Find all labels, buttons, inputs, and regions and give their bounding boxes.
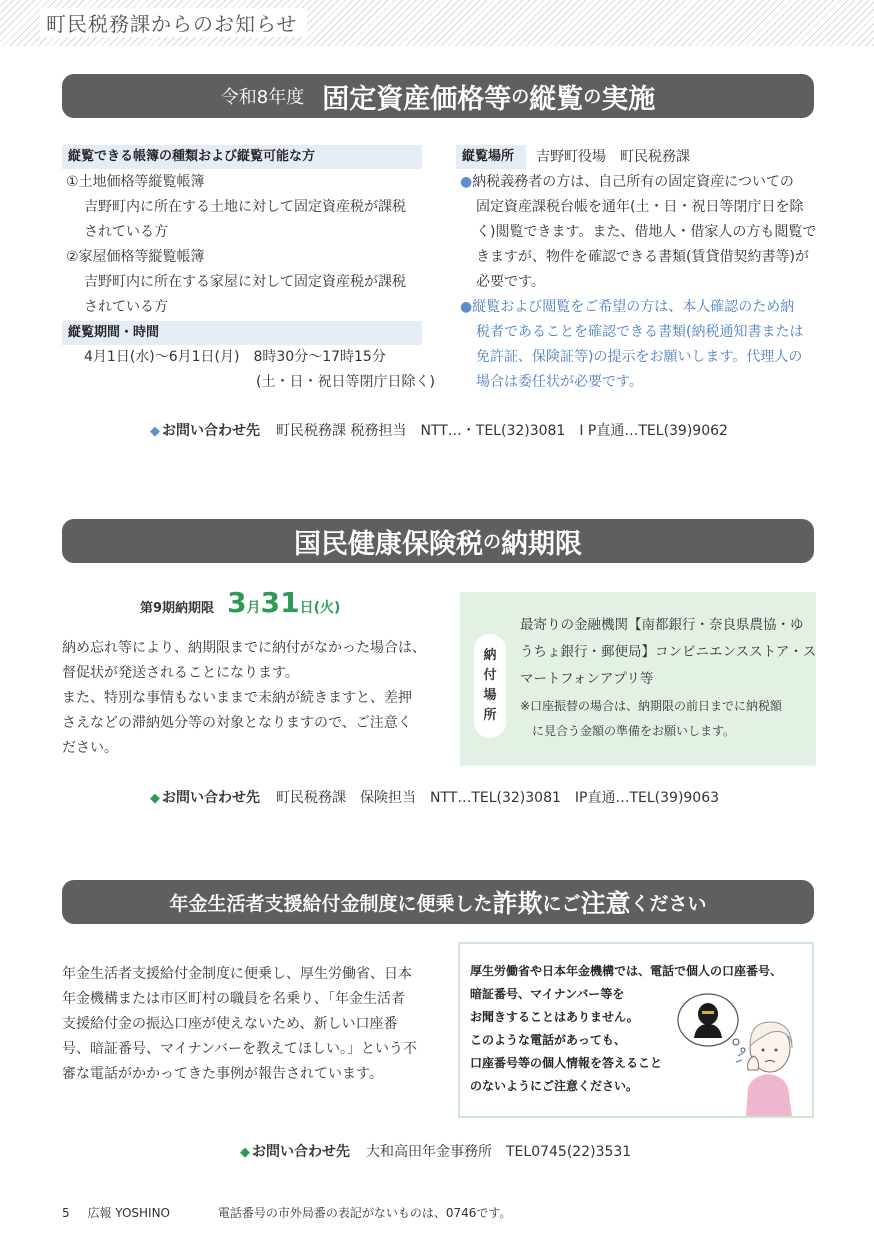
banner3-text-1: 年金生活者支援給付金制度に便乗した — [169, 892, 493, 915]
banner3-text-2: 詐欺 — [492, 889, 543, 918]
due-label: 第9期納期限 — [140, 601, 215, 616]
body-line: 号、暗証番号、マイナンバーを教えてほしい。」という不 — [62, 1041, 418, 1057]
body-line: また、特別な事情もないままで未納が続きますと、差押 — [62, 690, 412, 706]
payment-place-line: うちょ銀行・郵便局】コンビニエンスストア・ス — [520, 644, 817, 660]
note2-line: ●縦覧および閲覧をご希望の方は、本人確認のため納 — [460, 299, 795, 315]
body-line: 年金機構または市区町村の職員を名乗り、「年金生活者 — [62, 991, 405, 1007]
page-header-title: 町民税務課からのお知らせ — [40, 8, 307, 37]
label-books: 縦覧できる帳簿の種類および縦覧可能な方 — [62, 145, 422, 169]
note2-line: 場合は委任状が必要です。 — [476, 374, 643, 390]
payment-place-line: マートフォンアプリ等 — [520, 671, 654, 687]
period-line1: 4月1日(水)～6月1日(月) 8時30分～17時15分 — [84, 349, 386, 365]
banner1-text-2: 縦覧 — [529, 83, 584, 115]
body-line: ださい。 — [62, 740, 118, 756]
contact-label: お問い合わせ先 — [162, 790, 260, 806]
period-line2: (土・日・祝日等閉庁日除く) — [256, 374, 435, 390]
book1-title: ①土地価格等縦覧帳簿 — [66, 174, 205, 190]
due-month-unit: 月 — [246, 600, 261, 616]
payment-place-label: 納 付 場 所 — [474, 634, 506, 738]
section3-banner — [62, 880, 814, 924]
note2-block — [460, 295, 803, 395]
body-line: 督促状が発送されることになります。 — [62, 665, 299, 681]
body-line: さえなどの滞納処分等の対象となりますので、ご注意く — [62, 715, 412, 731]
banner2-text-1: 国民健康保険税 — [294, 528, 483, 560]
banner1-particle-2: の — [583, 87, 602, 108]
note1-line: 必要です。 — [476, 274, 545, 290]
note2-line: 税者であることを確認できる書類(納税通知書または — [476, 324, 804, 340]
banner2-text-2: 納期限 — [501, 528, 582, 560]
note1-line: きますが、物件を確認できる書類(賃貸借契約書等)が — [476, 249, 809, 265]
contact-label: お問い合わせ先 — [162, 423, 260, 439]
due-weekday: (火) — [313, 600, 341, 616]
book2-line1: 吉野町内に所在する家屋に対して固定資産税が課税 — [84, 274, 406, 290]
banner1-particle-1: の — [511, 87, 530, 108]
circle-bullet-icon: ● — [460, 299, 473, 315]
contact-label: お問い合わせ先 — [252, 1144, 350, 1160]
section3-body — [62, 962, 417, 1087]
section1-contact — [150, 420, 728, 440]
book1-line2: されている方 — [84, 224, 168, 240]
due-day-unit: 日 — [299, 600, 314, 616]
book2-title: ②家屋価格等縦覧帳簿 — [66, 249, 205, 265]
banner1-prefix: 令和8年度 — [220, 87, 305, 108]
due-date — [140, 586, 340, 619]
diamond-bullet-icon: ◆ — [240, 1145, 250, 1160]
page-number: 5 — [62, 1206, 70, 1220]
area-code-note: 電話番号の市外局番の表記がないものは、0746です。 — [217, 1206, 512, 1220]
place-value: 吉野町役場 町民税務課 — [536, 149, 690, 165]
section2-body — [62, 636, 426, 761]
section2-contact — [150, 787, 719, 807]
contact-text: 町民税務課 保険担当 NTT…TEL(32)3081 IP直通…TEL(39)9063 — [276, 790, 720, 806]
warning-line: このような電話があっても、 — [470, 1033, 626, 1047]
section3-contact — [240, 1141, 631, 1161]
body-line: 納め忘れ等により、納期限までに納付がなかった場合は、 — [62, 640, 426, 656]
label-period: 縦覧期間・時間 — [62, 321, 422, 345]
payment-place-list — [520, 612, 816, 693]
body-line: 審な電話がかかってきた事例が報告されています。 — [62, 1066, 383, 1082]
banner3-text-5: ください — [630, 892, 707, 915]
circle-bullet-icon: ● — [460, 174, 473, 190]
payment-note-line: に見合う金額の準備をお願いします。 — [532, 724, 736, 738]
banner3-text-4: 注意 — [580, 889, 631, 918]
due-month: 3 — [227, 586, 247, 619]
banner2-particle: の — [483, 532, 501, 553]
banner1-text-3: 実施 — [601, 83, 656, 115]
contact-text: 町民税務課 税務担当 NTT…・TEL(32)3081 I P直通…TEL(39)9062 — [276, 423, 728, 439]
warning-line: 厚生労働省や日本年金機構では、電話で個人の口座番号、 — [470, 964, 783, 978]
book1-line1: 吉野町内に所在する土地に対して固定資産税が課税 — [84, 199, 406, 215]
banner3-text-3: にご — [542, 892, 581, 915]
contact-text: 大和高田年金事務所 TEL0745(22)3531 — [366, 1144, 632, 1160]
note1-line: ●納税義務者の方は、自己所有の固定資産についての — [460, 174, 794, 190]
worried-woman-illustration — [668, 990, 808, 1116]
diamond-bullet-icon: ◆ — [150, 424, 160, 439]
footer — [62, 1204, 511, 1221]
section2-banner — [62, 519, 814, 563]
warning-line: お聞きすることはありません。 — [470, 1010, 639, 1024]
payment-place-line: 最寄りの金融機関【南都銀行・奈良県農協・ゆ — [520, 617, 804, 633]
warning-line: のないようにご注意ください。 — [470, 1079, 639, 1093]
payment-note-line: ※口座振替の場合は、納期限の前日までに納税額 — [520, 699, 783, 713]
section1-banner — [62, 74, 814, 118]
note1-block — [460, 170, 816, 295]
diamond-bullet-icon: ◆ — [150, 791, 160, 806]
book2-line2: されている方 — [84, 299, 168, 315]
body-line: 年金生活者支援給付金制度に便乗し、厚生労働省、日本 — [62, 966, 412, 982]
place-label: 縦覧場所 — [456, 145, 526, 169]
note1-line: く)閲覧できます。また、借地人・借家人の方も閲覧で — [476, 224, 817, 240]
due-day: 31 — [260, 586, 300, 619]
warning-line: 口座番号等の個人情報を答えること — [470, 1056, 663, 1070]
publication-name: 広報 YOSHINO — [87, 1206, 171, 1220]
body-line: 支援給付金の振込口座が使えないため、新しい口座番 — [62, 1016, 398, 1032]
note2-line: 免許証、保険証等)の提示をお願いします。代理人の — [476, 349, 803, 365]
payment-note — [520, 694, 782, 744]
warning-line: 暗証番号、マイナンバー等を — [470, 987, 625, 1001]
banner1-text-1: 固定資産価格等 — [322, 83, 512, 115]
note1-line: 固定資産課税台帳を通年(土・日・祝日等閉庁日を除 — [476, 199, 804, 215]
